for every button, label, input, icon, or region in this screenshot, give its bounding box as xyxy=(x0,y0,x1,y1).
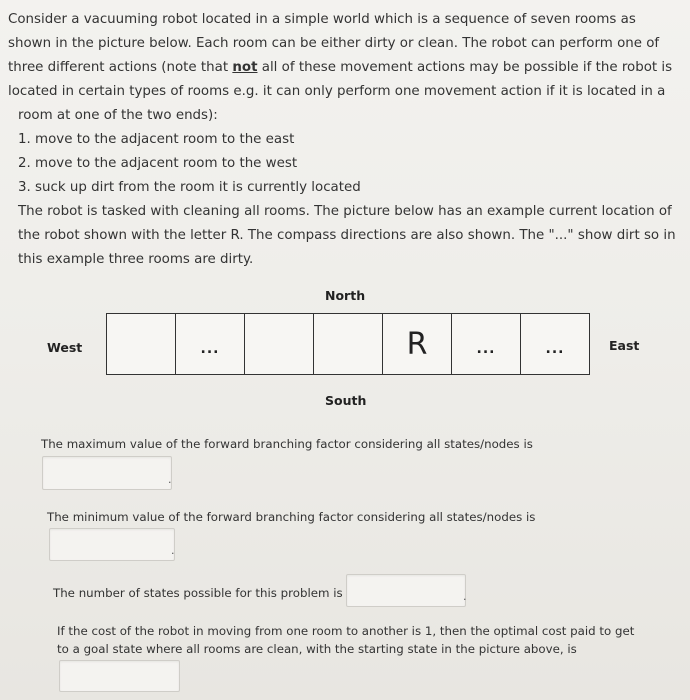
answer-1-period: . xyxy=(168,473,172,486)
room-7-dirt: ... xyxy=(545,341,565,357)
intro-line-4: located in certain types of rooms e.g. it can only perform one movement action if it is located in a xyxy=(8,84,666,99)
room-6-dirt: ... xyxy=(476,341,496,357)
answer-input-min-branching[interactable] xyxy=(49,528,175,561)
answer-input-max-branching[interactable] xyxy=(42,456,172,490)
question-optimal-cost-line-2: to a goal state where all rooms are clean, with the starting state in the picture above, is xyxy=(57,642,577,656)
answer-2-period: . xyxy=(171,544,175,557)
action-suck: 3. suck up dirt from the room it is currently located xyxy=(18,180,361,195)
west-label: West xyxy=(47,340,83,355)
robot-marker: R xyxy=(406,326,428,362)
room-2 xyxy=(176,314,245,374)
task-line-2: the robot shown with the letter R. The compass directions are also shown. The "..." show dirt so in xyxy=(18,228,676,243)
room-1 xyxy=(107,314,176,374)
answer-3-period: . xyxy=(463,590,467,603)
intro-line-2: shown in the picture below. Each room can be either dirty or clean. The robot can perform one of xyxy=(8,36,660,51)
intro-line-3-end: all of these movement actions may be possible if the robot is xyxy=(257,60,673,75)
task-line-3: this example three rooms are dirty. xyxy=(18,252,254,267)
task-line-1: The robot is tasked with cleaning all rooms. The picture below has an example current location of xyxy=(18,204,672,219)
intro-line-3-start: three different actions (note that xyxy=(8,60,233,75)
room-6 xyxy=(452,314,521,374)
answer-input-num-states[interactable] xyxy=(346,574,466,607)
emphasis-not: not xyxy=(232,60,258,75)
north-label: North xyxy=(325,288,366,303)
room-2-dirt: ... xyxy=(200,341,220,357)
question-max-branching: The maximum value of the forward branching factor considering all states/nodes is xyxy=(41,437,533,451)
room-5 xyxy=(383,314,452,374)
room-strip xyxy=(106,313,590,375)
action-west: 2. move to the adjacent room to the west xyxy=(18,156,298,171)
intro-line-1: Consider a vacuuming robot located in a simple world which is a sequence of seven rooms as xyxy=(8,12,636,27)
question-min-branching: The minimum value of the forward branching factor considering all states/nodes is xyxy=(47,510,536,524)
action-east: 1. move to the adjacent room to the east xyxy=(18,132,295,147)
question-optimal-cost-line-1: If the cost of the robot in moving from one room to another is 1, then the optimal cost paid to get xyxy=(57,624,635,638)
room-3 xyxy=(245,314,314,374)
south-label: South xyxy=(325,393,367,408)
intro-line-3 xyxy=(8,56,678,80)
question-num-states: The number of states possible for this problem is xyxy=(53,586,343,600)
room-4 xyxy=(314,314,383,374)
problem-statement xyxy=(8,8,678,272)
room-7 xyxy=(521,314,589,374)
east-label: East xyxy=(609,338,640,353)
intro-line-5: room at one of the two ends): xyxy=(18,108,218,123)
answer-input-optimal-cost[interactable] xyxy=(59,660,180,692)
